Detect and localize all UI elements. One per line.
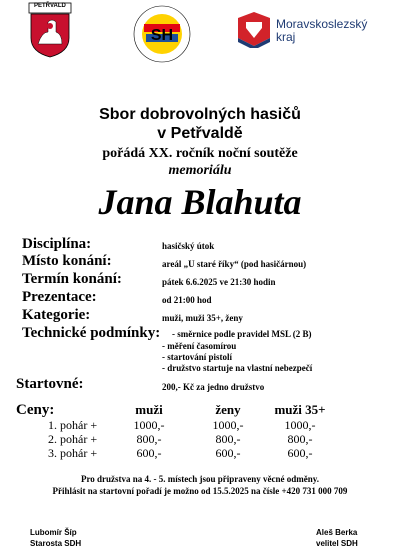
organizer-title-line1: Sbor dobrovolných hasičů — [99, 106, 301, 123]
prize-row-place: 1. pohár + — [48, 418, 98, 432]
entry-fee-label: Startovné: — [16, 376, 84, 392]
region-name-line1: Moravskoslezský — [276, 17, 368, 31]
technical-condition-item: - měření časomírou — [162, 341, 237, 351]
date-label: Termín konání: — [22, 271, 122, 287]
category-value: muži, muži 35+, ženy — [162, 313, 243, 323]
prize-cell: 1000,- — [133, 418, 165, 432]
signature-right-name: Aleš Berka — [316, 528, 358, 537]
petrvald-coat-of-arms-logo — [28, 2, 72, 58]
venue-label: Místo konání: — [22, 253, 112, 269]
entry-fee-value: 200,- Kč za jedno družstvo — [162, 382, 265, 392]
signature-right-role: velitel SDH — [316, 539, 358, 548]
prize-cell: 1000,- — [284, 418, 316, 432]
technical-condition-item: - startování pistolí — [162, 352, 233, 362]
signature-left-name: Lubomír Šíp — [30, 528, 77, 537]
region-name-line2: kraj — [276, 30, 296, 44]
organizer-title-line2: v Petřvaldě — [157, 125, 243, 142]
moravskoslezsky-kraj-logo — [234, 8, 368, 52]
prize-row-place: 2. pohár + — [48, 432, 98, 446]
prize-cell: 800,- — [287, 432, 313, 446]
discipline-label: Disciplína: — [22, 236, 92, 252]
reward-note: Pro družstva na 4. - 5. místech jsou připraveny věcné odměny. — [80, 474, 320, 484]
prize-cell: 600,- — [215, 446, 241, 460]
presentation-label: Prezentace: — [22, 289, 97, 305]
honoree-name-title: Jana Blahuta — [98, 182, 302, 222]
prize-cell: 1000,- — [212, 418, 244, 432]
technical-condition-item: - směrnice podle pravidel MSL (2 B) — [172, 329, 312, 339]
prize-column-men: muži — [135, 402, 163, 417]
registration-note: Přihlásit na startovní pořadí je možno od 15.5.2025 na čísle +420 731 000 709 — [52, 486, 348, 496]
prizes-label: Ceny: — [16, 402, 55, 418]
presentation-value: od 21:00 hod — [162, 295, 212, 305]
prize-row-place: 3. pohár + — [48, 446, 98, 460]
category-label: Kategorie: — [22, 307, 91, 323]
prize-cell: 600,- — [287, 446, 313, 460]
prize-cell: 600,- — [136, 446, 162, 460]
prize-column-women: ženy — [215, 402, 241, 417]
venue-value: areál „U staré říky“ (pod hasičárnou) — [162, 259, 307, 269]
technical-conditions-label: Technické podmínky: — [22, 325, 161, 341]
discipline-value: hasičský útok — [162, 241, 215, 251]
prize-column-men-35: muži 35+ — [274, 402, 326, 417]
memorial-label: memoriálu — [168, 163, 232, 178]
event-description: pořádá XX. ročník noční soutěže — [102, 146, 298, 161]
technical-condition-item: - družstvo startuje na vlastní nebezpečí — [162, 363, 313, 373]
date-value: pátek 6.6.2025 ve 21:30 hodin — [162, 277, 276, 287]
prize-cell: 800,- — [215, 432, 241, 446]
prize-cell: 800,- — [136, 432, 162, 446]
signature-left-role: Starosta SDH — [30, 539, 82, 548]
svg-text:SH: SH — [150, 27, 174, 44]
petrvald-logo-label: PETŘVALD — [34, 3, 66, 9]
sdh-emblem-logo — [132, 4, 192, 64]
